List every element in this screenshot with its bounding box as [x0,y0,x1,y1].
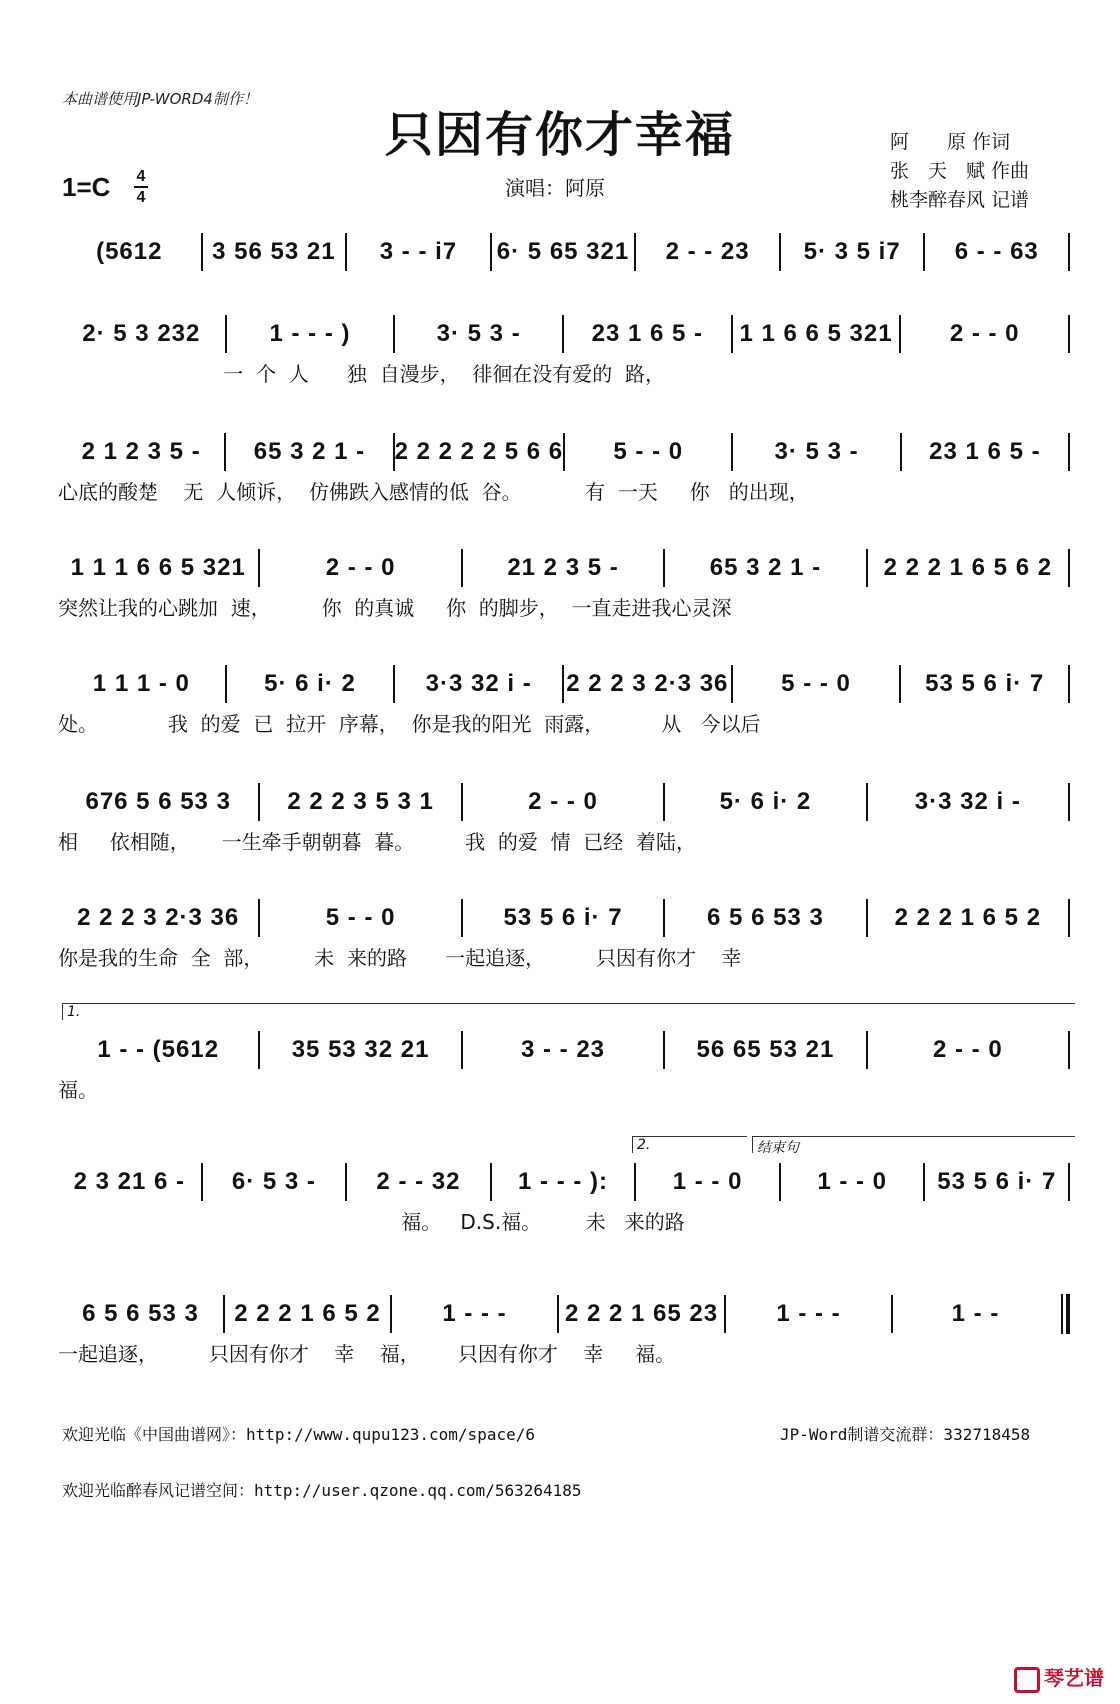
notes-line [58,1294,1070,1334]
measure: 5· 6 i· 2 [264,670,356,697]
lyric-line: 福。 D.S.福。 未 来的路 [58,1210,685,1234]
measure: 1 - - - [442,1300,507,1327]
measure: 2 - - 0 [932,1036,1003,1063]
measure: 2 - - 23 [665,238,750,265]
measure: 3·3 32 i - [425,670,532,697]
measure: 2 2 2 3 2·3 36 [77,904,240,931]
measure: 65 3 2 1 - [709,554,822,581]
score-row [58,664,1070,748]
measure: 3 56 53 21 [212,238,336,265]
final-barline [1061,1294,1070,1334]
lyric-line: 福。 [58,1078,98,1102]
barline [1068,549,1070,587]
measure: 2· 5 3 232 [82,320,201,347]
measure: 65 3 2 1 - [253,438,366,465]
measure: 2 - - 32 [376,1168,461,1195]
footer-site-link: 欢迎光临《中国曲谱网》：http://www.qupu123.com/space/6 [62,1425,535,1444]
measure: 2 2 2 1 6 5 6 2 [883,554,1053,581]
measure: 6 5 6 53 3 [82,1300,199,1327]
measure: 1 - - [951,1300,1000,1327]
logo-icon [1014,1667,1040,1693]
measure: 21 2 3 5 - [507,554,619,581]
measure: 3· 5 3 - [774,438,859,465]
measure: 6 - - 63 [954,238,1039,265]
measure: 2 1 2 3 5 - [81,438,201,465]
measure: 2 2 2 1 65 23 [564,1300,719,1327]
measure: 2 - - 0 [528,788,598,815]
lyric-line: 处。 我 的爱 已 拉开 序幕， 你是我的阳光 雨露， 从 今以后 [58,712,761,736]
lyric-line: 突然让我的心跳加 速， 你 的真诚 你 的脚步， 一直走进我心灵深 [58,596,732,620]
measure: 3 - - i7 [379,238,458,265]
measure: 3 - - 23 [521,1036,606,1063]
lyric-line: 一起追逐， 只因有你才 幸 福， 只因有你才 幸 福。 [58,1342,676,1366]
score-row [58,232,1070,316]
measure: 3·3 32 i - [914,788,1021,815]
measure: 1 1 6 6 5 321 [739,320,893,347]
score-row [58,548,1070,632]
measure: 6· 5 3 - [231,1168,316,1195]
lyric-line: 一 个 人 独 自漫步， 徘徊在没有爱的 路， [58,362,666,386]
measure: 2 2 2 1 6 5 2 [234,1300,381,1327]
barline [1068,783,1070,821]
measure: 5 - - 0 [613,438,684,465]
measure: 2 2 2 3 5 3 1 [287,788,434,815]
measure: 1 1 1 6 6 5 321 [70,554,246,581]
barline [1068,1163,1070,1201]
measure: 2 - - 0 [949,320,1020,347]
score-row [58,782,1070,866]
score-row [58,1294,1070,1378]
volta-second: 2. [632,1136,747,1153]
measure: 2 2 2 3 2·3 36 [566,670,729,697]
notes-line [58,232,1070,272]
time-top: 4 [136,168,146,185]
lyric-line: 心底的酸楚 无 人倾诉， 仿佛跌入感情的低 谷。 有 一天 你 的出现， [58,480,809,504]
measure: 2 2 2 2 2 5 6 6 [394,438,564,465]
notes-line [58,664,1070,704]
barline [1068,665,1070,703]
barline [1068,1031,1070,1069]
measure: 56 65 53 21 [696,1036,835,1063]
measure: 1 1 1 - 0 [92,670,190,697]
measure: 5 - - 0 [781,670,851,697]
measure: 1 - - - ) [269,320,351,347]
notes-line [58,548,1070,588]
credit-note: 本曲谱使用JP-WORD4制作！ [62,90,258,108]
measure: 2 2 2 1 6 5 2 [894,904,1042,931]
barline [1068,899,1070,937]
score-row [58,1030,1070,1114]
measure: 2 3 21 6 - [73,1168,185,1195]
volta-coda: 结束句 [752,1136,1075,1153]
score-row [58,314,1070,398]
measure: 2 - - 0 [325,554,396,581]
lyric-line: 你是我的生命 全 部， 未 来的路 一起追逐， 只因有你才 幸 [58,946,742,970]
key-signature: 1=C [62,172,111,202]
page-title: 只因有你才幸福 [384,107,735,163]
measure: 5· 6 i· 2 [719,788,812,815]
measure: 6 5 6 53 3 [707,904,824,931]
measure: 1 - - - ): [518,1168,609,1195]
notes-line [58,1162,1070,1202]
footer-space-link: 欢迎光临醉春风记谱空间：http://user.qzone.qq.com/563264185 [62,1481,582,1500]
notes-line [58,1030,1070,1070]
footer-group: JP-Word制谱交流群：332718458 [780,1425,1031,1444]
score-row [58,432,1070,516]
measure: 53 5 6 i· 7 [503,904,623,931]
measure: 3· 5 3 - [436,320,521,347]
barline [1068,233,1070,271]
barline [1068,315,1070,353]
measure: (5612 [96,238,163,265]
composer-credits: 阿 原 作词 张 天 赋 作曲 桃李醉春风 记谱 [890,131,1030,211]
time-bottom: 4 [136,189,146,206]
measure: 35 53 32 21 [291,1036,430,1063]
notes-line [58,314,1070,354]
measure: 23 1 6 5 - [591,320,704,347]
singer: 演唱：阿原 [505,176,605,200]
lyric-line: 相 依相随， 一生牵手朝朝暮 暮。 我 的爱 情 已经 着陆， [58,830,697,854]
notes-line [58,782,1070,822]
notes-line [58,432,1070,472]
measure: 53 5 6 i· 7 [937,1168,1057,1195]
measure: 6· 5 65 321 [496,238,630,265]
notes-line [58,898,1070,938]
volta-first: 1. [62,1003,1075,1020]
score-row [58,898,1070,982]
measure: 5 - - 0 [325,904,396,931]
measure: 1 - - 0 [672,1168,743,1195]
score-row [58,1162,1070,1246]
measure: 1 - - - [776,1300,841,1327]
logo-text: 琴艺谱 [1044,1666,1104,1690]
measure: 23 1 6 5 - [929,438,1041,465]
measure: 676 5 6 53 3 [85,788,231,815]
measure: 1 - - 0 [817,1168,888,1195]
barline [1068,433,1070,471]
time-signature [134,168,148,206]
measure: 1 - - (5612 [97,1036,220,1063]
watermark-logo [1014,1662,1104,1693]
measure: 5· 3 5 i7 [803,238,901,265]
measure: 53 5 6 i· 7 [925,670,1045,697]
